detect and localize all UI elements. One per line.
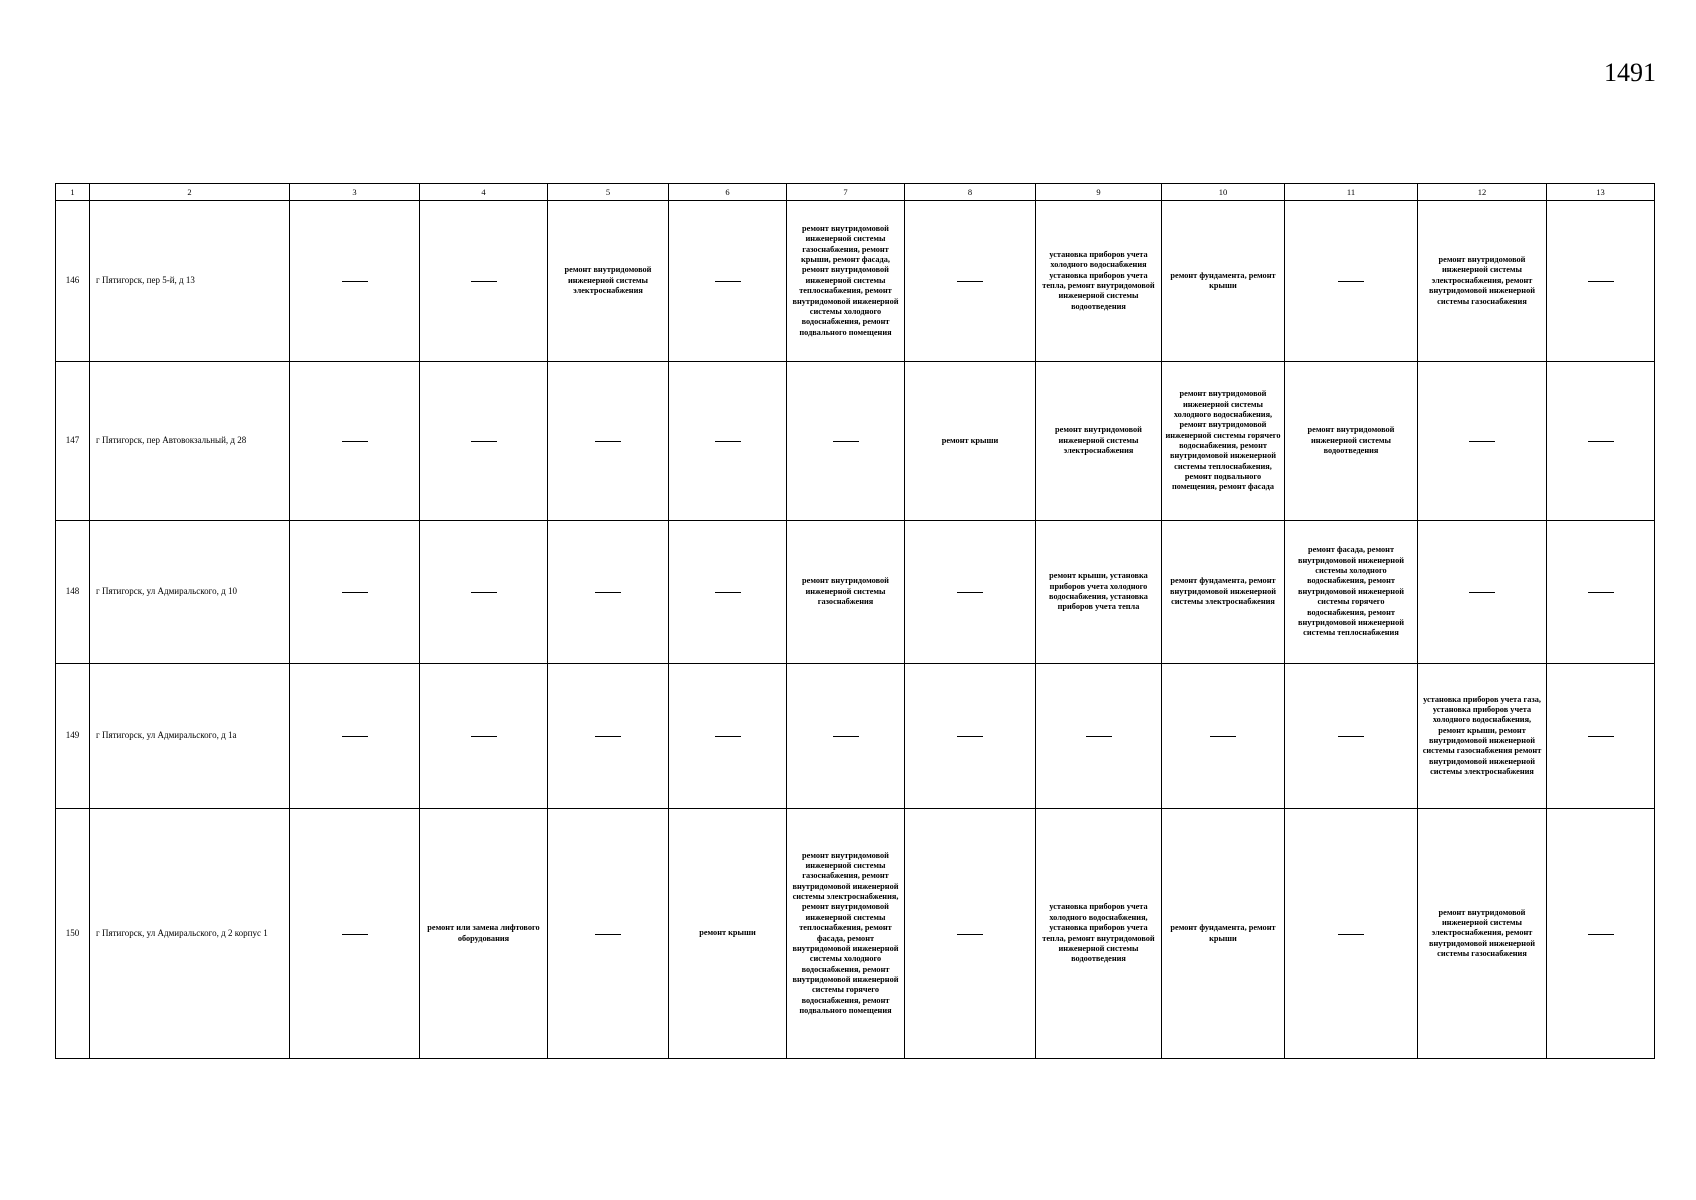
dash-mark [595, 592, 621, 593]
row-number: 149 [56, 664, 90, 809]
empty-cell [669, 362, 787, 521]
address-cell: г Пятигорск, пер Автовокзальный, д 28 [90, 362, 290, 521]
work-cell: ремонт или замена лифтового оборудования [420, 809, 548, 1059]
empty-cell [548, 809, 669, 1059]
work-cell: установка приборов учета холодного водоснабжения установка приборов учета тепла, ремонт внутридомовой инженерной системы водоотведения [1036, 201, 1162, 362]
dash-mark [833, 736, 859, 737]
row-number: 146 [56, 201, 90, 362]
empty-cell [1162, 664, 1285, 809]
table-row [56, 809, 1655, 1059]
work-cell: ремонт внутридомовой инженерной системы водоотведения [1285, 362, 1418, 521]
column-header: 2 [90, 184, 290, 201]
empty-cell [290, 664, 420, 809]
address-cell: г Пятигорск, ул Адмиральского, д 10 [90, 521, 290, 664]
column-header: 13 [1547, 184, 1655, 201]
dash-mark [1588, 592, 1614, 593]
empty-cell [787, 664, 905, 809]
dash-mark [957, 281, 983, 282]
dash-mark [833, 441, 859, 442]
dash-mark [1210, 736, 1236, 737]
dash-mark [715, 736, 741, 737]
column-header: 3 [290, 184, 420, 201]
empty-cell [1418, 362, 1547, 521]
dash-mark [715, 592, 741, 593]
dash-mark [342, 592, 368, 593]
work-cell: ремонт внутридомовой инженерной системы газоснабжения, ремонт внутридомовой инженерной системы электроснабжения, ремонт внутридомовой инженерной системы теплоснабжения, ремонт фасада, ремонт внутридомовой инженерной системы холодного водоснабжения, ремонт внутридомовой инженерной системы горячего водоснабжения, ремонт подвального помещения [787, 809, 905, 1059]
dash-mark [1469, 592, 1495, 593]
dash-mark [1338, 736, 1364, 737]
dash-mark [715, 281, 741, 282]
work-cell: ремонт внутридомовой инженерной системы электроснабжения, ремонт внутридомовой инженерной системы газоснабжения [1418, 201, 1547, 362]
dash-mark [595, 441, 621, 442]
empty-cell [548, 521, 669, 664]
dash-mark [595, 934, 621, 935]
empty-cell [669, 521, 787, 664]
empty-cell [420, 362, 548, 521]
dash-mark [1588, 281, 1614, 282]
empty-cell [1285, 664, 1418, 809]
dash-mark [1588, 736, 1614, 737]
address-cell: г Пятигорск, ул Адмиральского, д 2 корпус 1 [90, 809, 290, 1059]
empty-cell [1036, 664, 1162, 809]
column-header: 11 [1285, 184, 1418, 201]
page-number: 1491 [1604, 58, 1656, 87]
dash-mark [957, 592, 983, 593]
empty-cell [1547, 201, 1655, 362]
dash-mark [957, 736, 983, 737]
column-header: 6 [669, 184, 787, 201]
dash-mark [957, 934, 983, 935]
dash-mark [715, 441, 741, 442]
empty-cell [1547, 809, 1655, 1059]
empty-cell [1547, 521, 1655, 664]
column-header: 1 [56, 184, 90, 201]
empty-cell [905, 664, 1036, 809]
empty-cell [1285, 809, 1418, 1059]
dash-mark [1588, 934, 1614, 935]
row-number: 147 [56, 362, 90, 521]
dash-mark [1469, 441, 1495, 442]
empty-cell [905, 201, 1036, 362]
work-cell: ремонт фундамента, ремонт внутридомовой инженерной системы электроснабжения [1162, 521, 1285, 664]
table-row [56, 521, 1655, 664]
work-cell: ремонт внутридомовой инженерной системы газоснабжения [787, 521, 905, 664]
table-row [56, 362, 1655, 521]
dash-mark [1338, 281, 1364, 282]
work-cell: ремонт фундамента, ремонт крыши [1162, 809, 1285, 1059]
empty-cell [787, 362, 905, 521]
dash-mark [471, 592, 497, 593]
dash-mark [1338, 934, 1364, 935]
empty-cell [905, 521, 1036, 664]
empty-cell [290, 521, 420, 664]
row-number: 148 [56, 521, 90, 664]
dash-mark [1086, 736, 1112, 737]
dash-mark [342, 934, 368, 935]
table-row [56, 201, 1655, 362]
empty-cell [420, 521, 548, 664]
empty-cell [1285, 201, 1418, 362]
empty-cell [290, 201, 420, 362]
dash-mark [342, 281, 368, 282]
column-header: 7 [787, 184, 905, 201]
work-cell: установка приборов учета холодного водоснабжения, установка приборов учета тепла, ремонт внутридомовой инженерной системы водоотведения [1036, 809, 1162, 1059]
column-header: 9 [1036, 184, 1162, 201]
work-cell: ремонт внутридомовой инженерной системы электроснабжения, ремонт внутридомовой инженерной системы газоснабжения [1418, 809, 1547, 1059]
dash-mark [342, 441, 368, 442]
work-cell: установка приборов учета газа, установка приборов учета холодного водоснабжения, ремонт крыши, ремонт внутридомовой инженерной системы газоснабжения ремонт внутридомовой инженерной системы электроснабжения [1418, 664, 1547, 809]
repair-schedule-table [55, 183, 1655, 1059]
work-cell: ремонт внутридомовой инженерной системы электроснабжения [548, 201, 669, 362]
address-cell: г Пятигорск, ул Адмиральского, д 1а [90, 664, 290, 809]
table-row [56, 664, 1655, 809]
empty-cell [548, 362, 669, 521]
work-cell: ремонт внутридомовой инженерной системы газоснабжения, ремонт крыши, ремонт фасада, ремонт внутридомовой инженерной системы теплоснабжения, ремонт внутридомовой инженерной системы холодного водоснабжения, ремонт подвального помещения [787, 201, 905, 362]
work-cell: ремонт крыши [669, 809, 787, 1059]
column-number-header-row [56, 184, 1655, 201]
dash-mark [1588, 441, 1614, 442]
work-cell: ремонт фундамента, ремонт крыши [1162, 201, 1285, 362]
work-cell: ремонт внутридомовой инженерной системы холодного водоснабжения, ремонт внутридомовой инженерной системы горячего водоснабжения, ремонт внутридомовой инженерной системы теплоснабжения, ремонт подвального помещения, ремонт фасада [1162, 362, 1285, 521]
work-cell: ремонт крыши, установка приборов учета холодного водоснабжения, установка приборов учета тепла [1036, 521, 1162, 664]
dash-mark [471, 736, 497, 737]
empty-cell [290, 362, 420, 521]
work-cell: ремонт фасада, ремонт внутридомовой инженерной системы холодного водоснабжения, ремонт внутридомовой инженерной системы горячего водоснабжения, ремонт внутридомовой инженерной системы теплоснабжения [1285, 521, 1418, 664]
work-cell: ремонт крыши [905, 362, 1036, 521]
empty-cell [420, 201, 548, 362]
row-number: 150 [56, 809, 90, 1059]
column-header: 10 [1162, 184, 1285, 201]
dash-mark [471, 281, 497, 282]
empty-cell [420, 664, 548, 809]
dash-mark [471, 441, 497, 442]
empty-cell [1547, 362, 1655, 521]
empty-cell [1547, 664, 1655, 809]
empty-cell [548, 664, 669, 809]
dash-mark [342, 736, 368, 737]
empty-cell [1418, 521, 1547, 664]
column-header: 4 [420, 184, 548, 201]
address-cell: г Пятигорск, пер 5-й, д 13 [90, 201, 290, 362]
work-cell: ремонт внутридомовой инженерной системы электроснабжения [1036, 362, 1162, 521]
empty-cell [669, 201, 787, 362]
empty-cell [905, 809, 1036, 1059]
column-header: 8 [905, 184, 1036, 201]
column-header: 5 [548, 184, 669, 201]
empty-cell [669, 664, 787, 809]
empty-cell [290, 809, 420, 1059]
column-header: 12 [1418, 184, 1547, 201]
dash-mark [595, 736, 621, 737]
